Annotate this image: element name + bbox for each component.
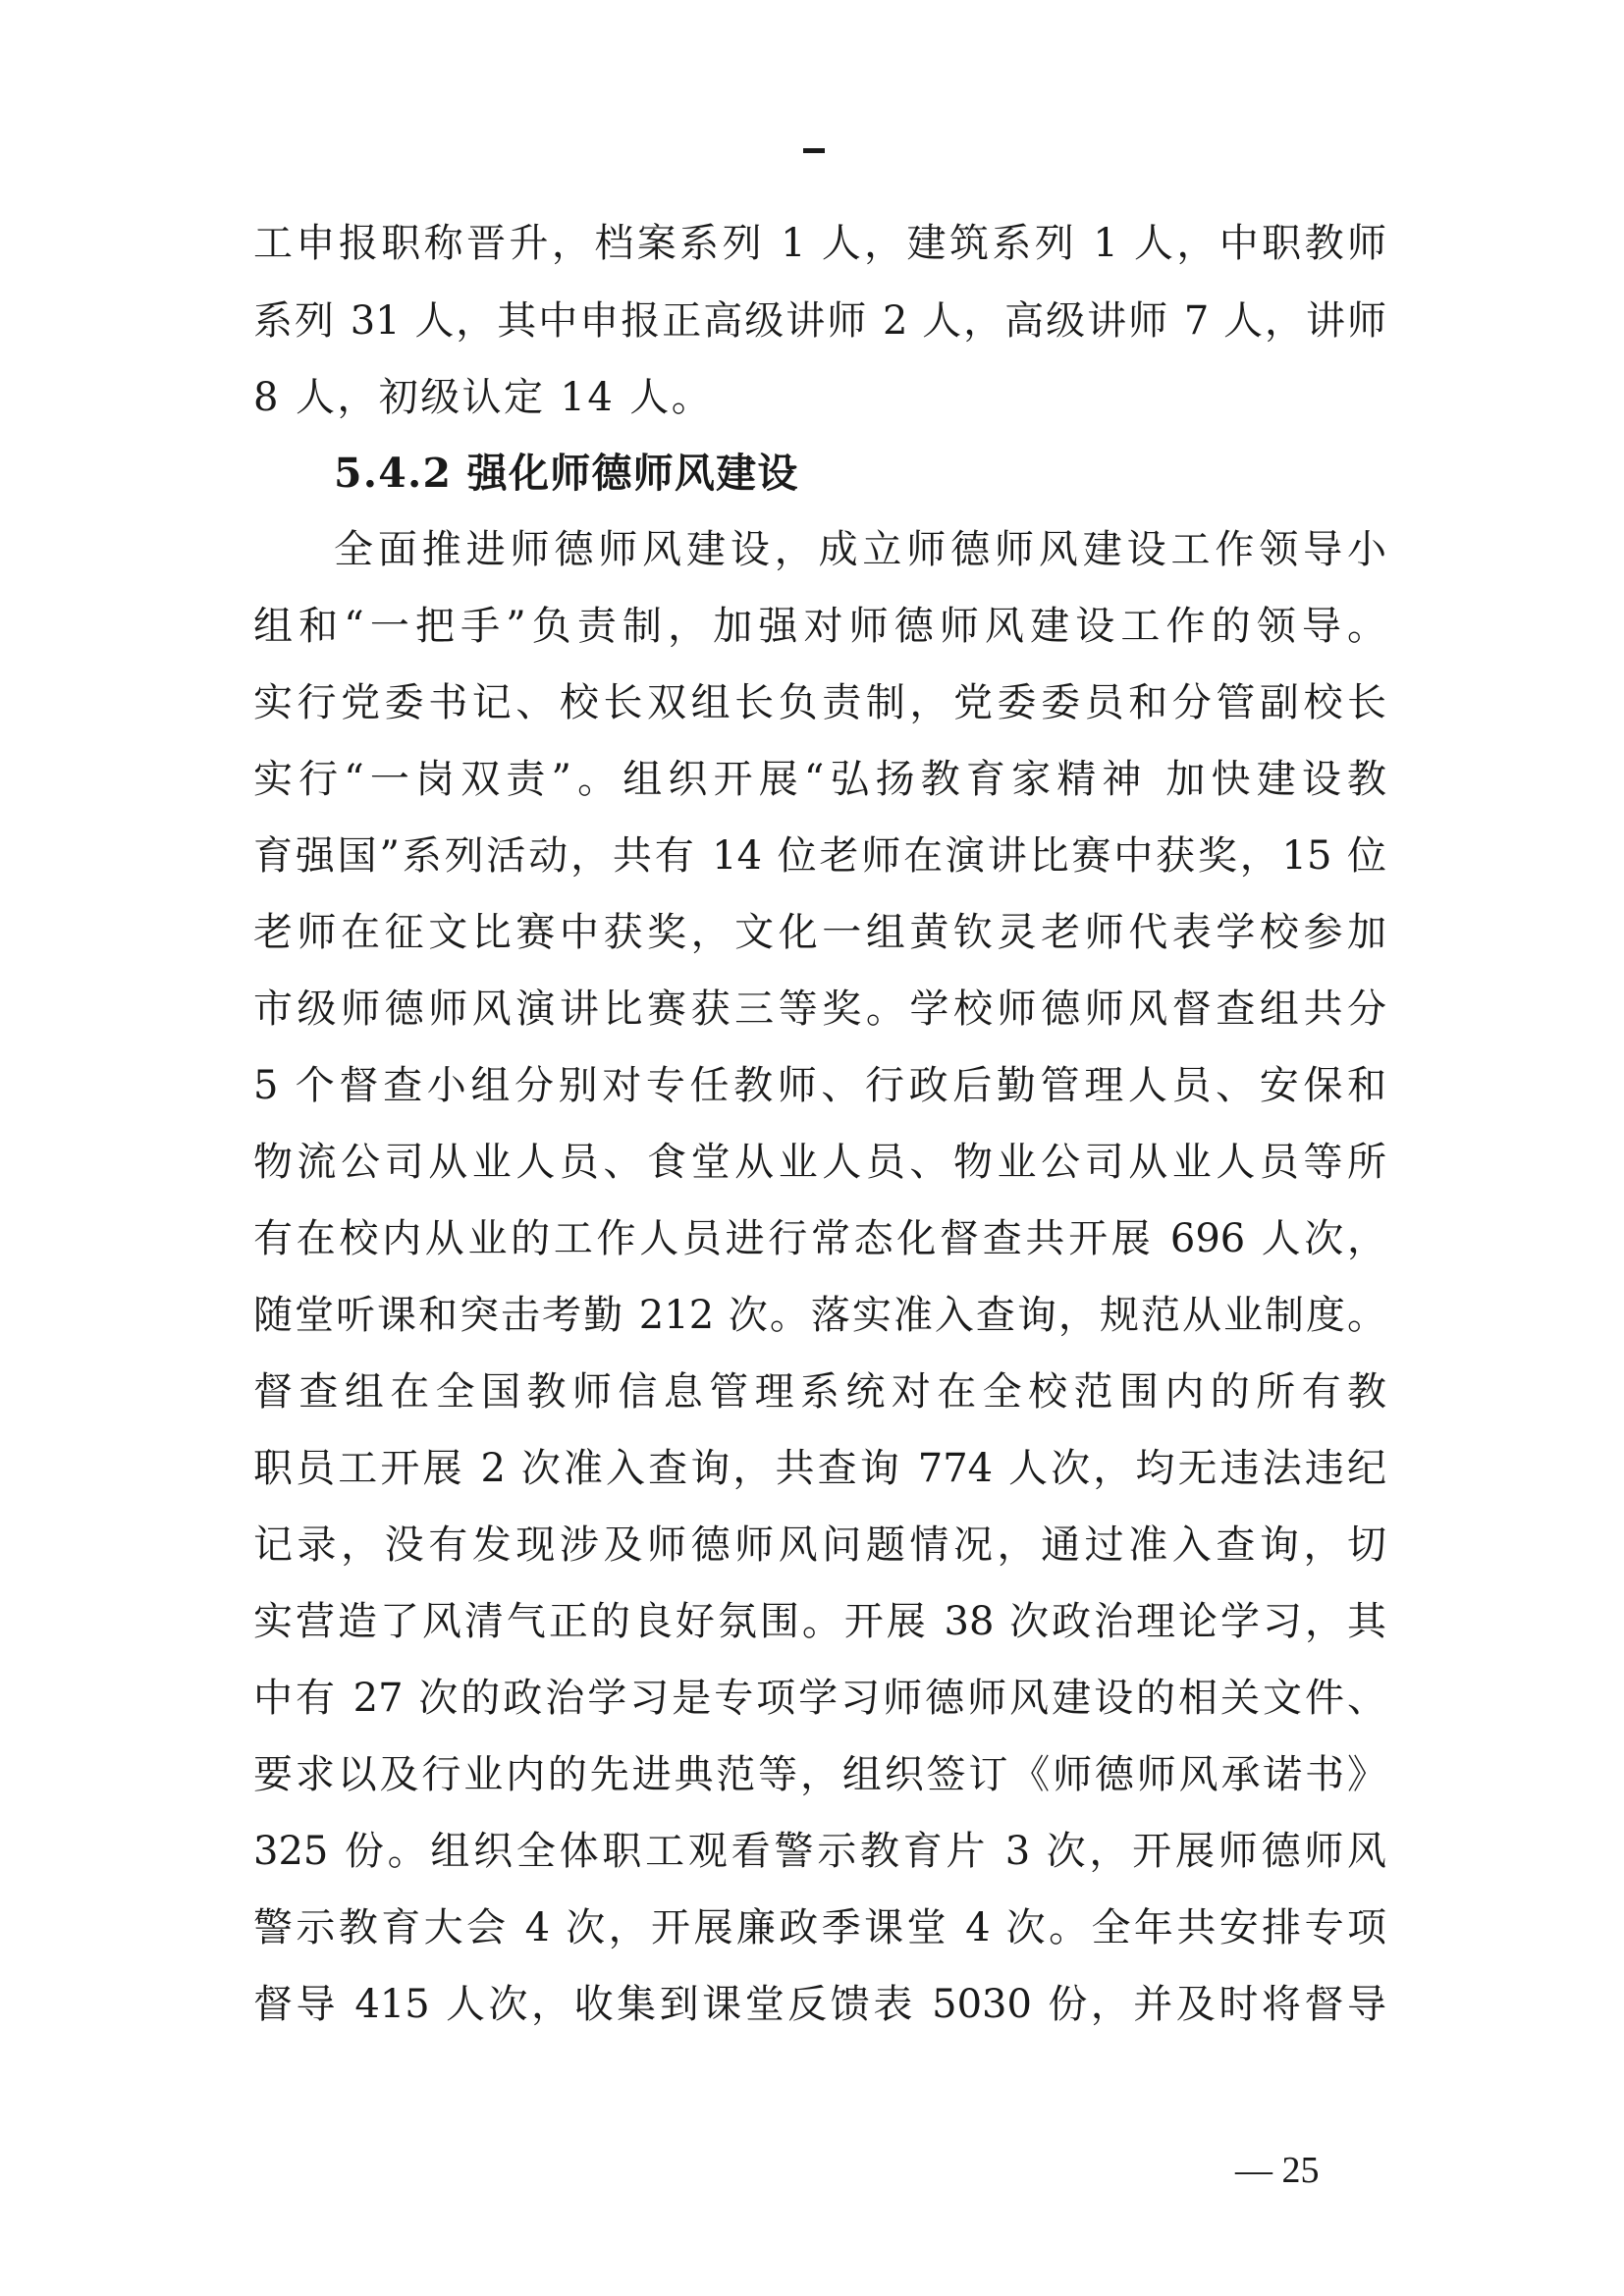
body-text-line: 督导 415 人次，收集到课堂反馈表 5030 份，并及时将督导	[253, 1982, 1386, 2027]
body-text-line: 系列 31 人，其中申报正高级讲师 2 人，高级讲师 7 人，讲师	[253, 298, 1386, 344]
body-text-line: 要求以及行业内的先进典范等，组织签订《师德师风承诺书》	[253, 1752, 1386, 1797]
body-text-line: 警示教育大会 4 次，开展廉政季课堂 4 次。全年共安排专项	[253, 1905, 1386, 1950]
page-number: — 25	[1235, 2150, 1320, 2191]
body-text-line: 督查组在全国教师信息管理系统对在全校范围内的所有教	[253, 1369, 1386, 1415]
body-text-line: 中有 27 次的政治学习是专项学习师德师风建设的相关文件、	[253, 1676, 1386, 1721]
body-text-line: 325 份。组织全体职工观看警示教育片 3 次，开展师德师风	[253, 1829, 1386, 1874]
body-text-line: 记录，没有发现涉及师德师风问题情况，通过准入查询，切	[253, 1522, 1386, 1568]
body-text-line: 实营造了风清气正的良好氛围。开展 38 次政治理论学习，其	[253, 1599, 1386, 1644]
body-text-line: 实行“一岗双责”。组织开展“弘扬教育家精神 加快建设教	[253, 757, 1386, 802]
body-text-line: 8 人，初级认定 14 人。	[253, 375, 714, 420]
body-text-line: 5 个督查小组分别对专任教师、行政后勤管理人员、安保和	[253, 1063, 1386, 1108]
body-text-line: 组和“一把手”负责制，加强对师德师风建设工作的领导。	[253, 604, 1386, 649]
body-text-line: 市级师德师风演讲比赛获三等奖。学校师德师风督查组共分	[253, 987, 1386, 1032]
body-text-line: 育强国”系列活动，共有 14 位老师在演讲比赛中获奖，15 位	[253, 833, 1386, 879]
body-text-line: 职员工开展 2 次准入查询，共查询 774 人次，均无违法违纪	[253, 1446, 1386, 1491]
body-text-line: 有在校内从业的工作人员进行常态化督查共开展 696 人次，	[253, 1216, 1386, 1261]
body-text-line: 随堂听课和突击考勤 212 次。落实准入查询，规范从业制度。	[253, 1293, 1386, 1338]
body-text-line: 实行党委书记、校长双组长负责制，党委委员和分管副校长	[253, 680, 1386, 725]
header-dash-mark	[803, 148, 825, 153]
body-text-line: 物流公司从业人员、食堂从业人员、物业公司从业人员等所	[253, 1140, 1386, 1185]
body-text-line: 工申报职称晋升，档案系列 1 人，建筑系列 1 人，中职教师	[253, 221, 1386, 266]
body-text-line: 全面推进师德师风建设，成立师德师风建设工作领导小	[334, 527, 1386, 572]
section-heading: 5.4.2 强化师德师风建设	[334, 450, 799, 497]
body-text-line: 老师在征文比赛中获奖，文化一组黄钦灵老师代表学校参加	[253, 910, 1386, 955]
